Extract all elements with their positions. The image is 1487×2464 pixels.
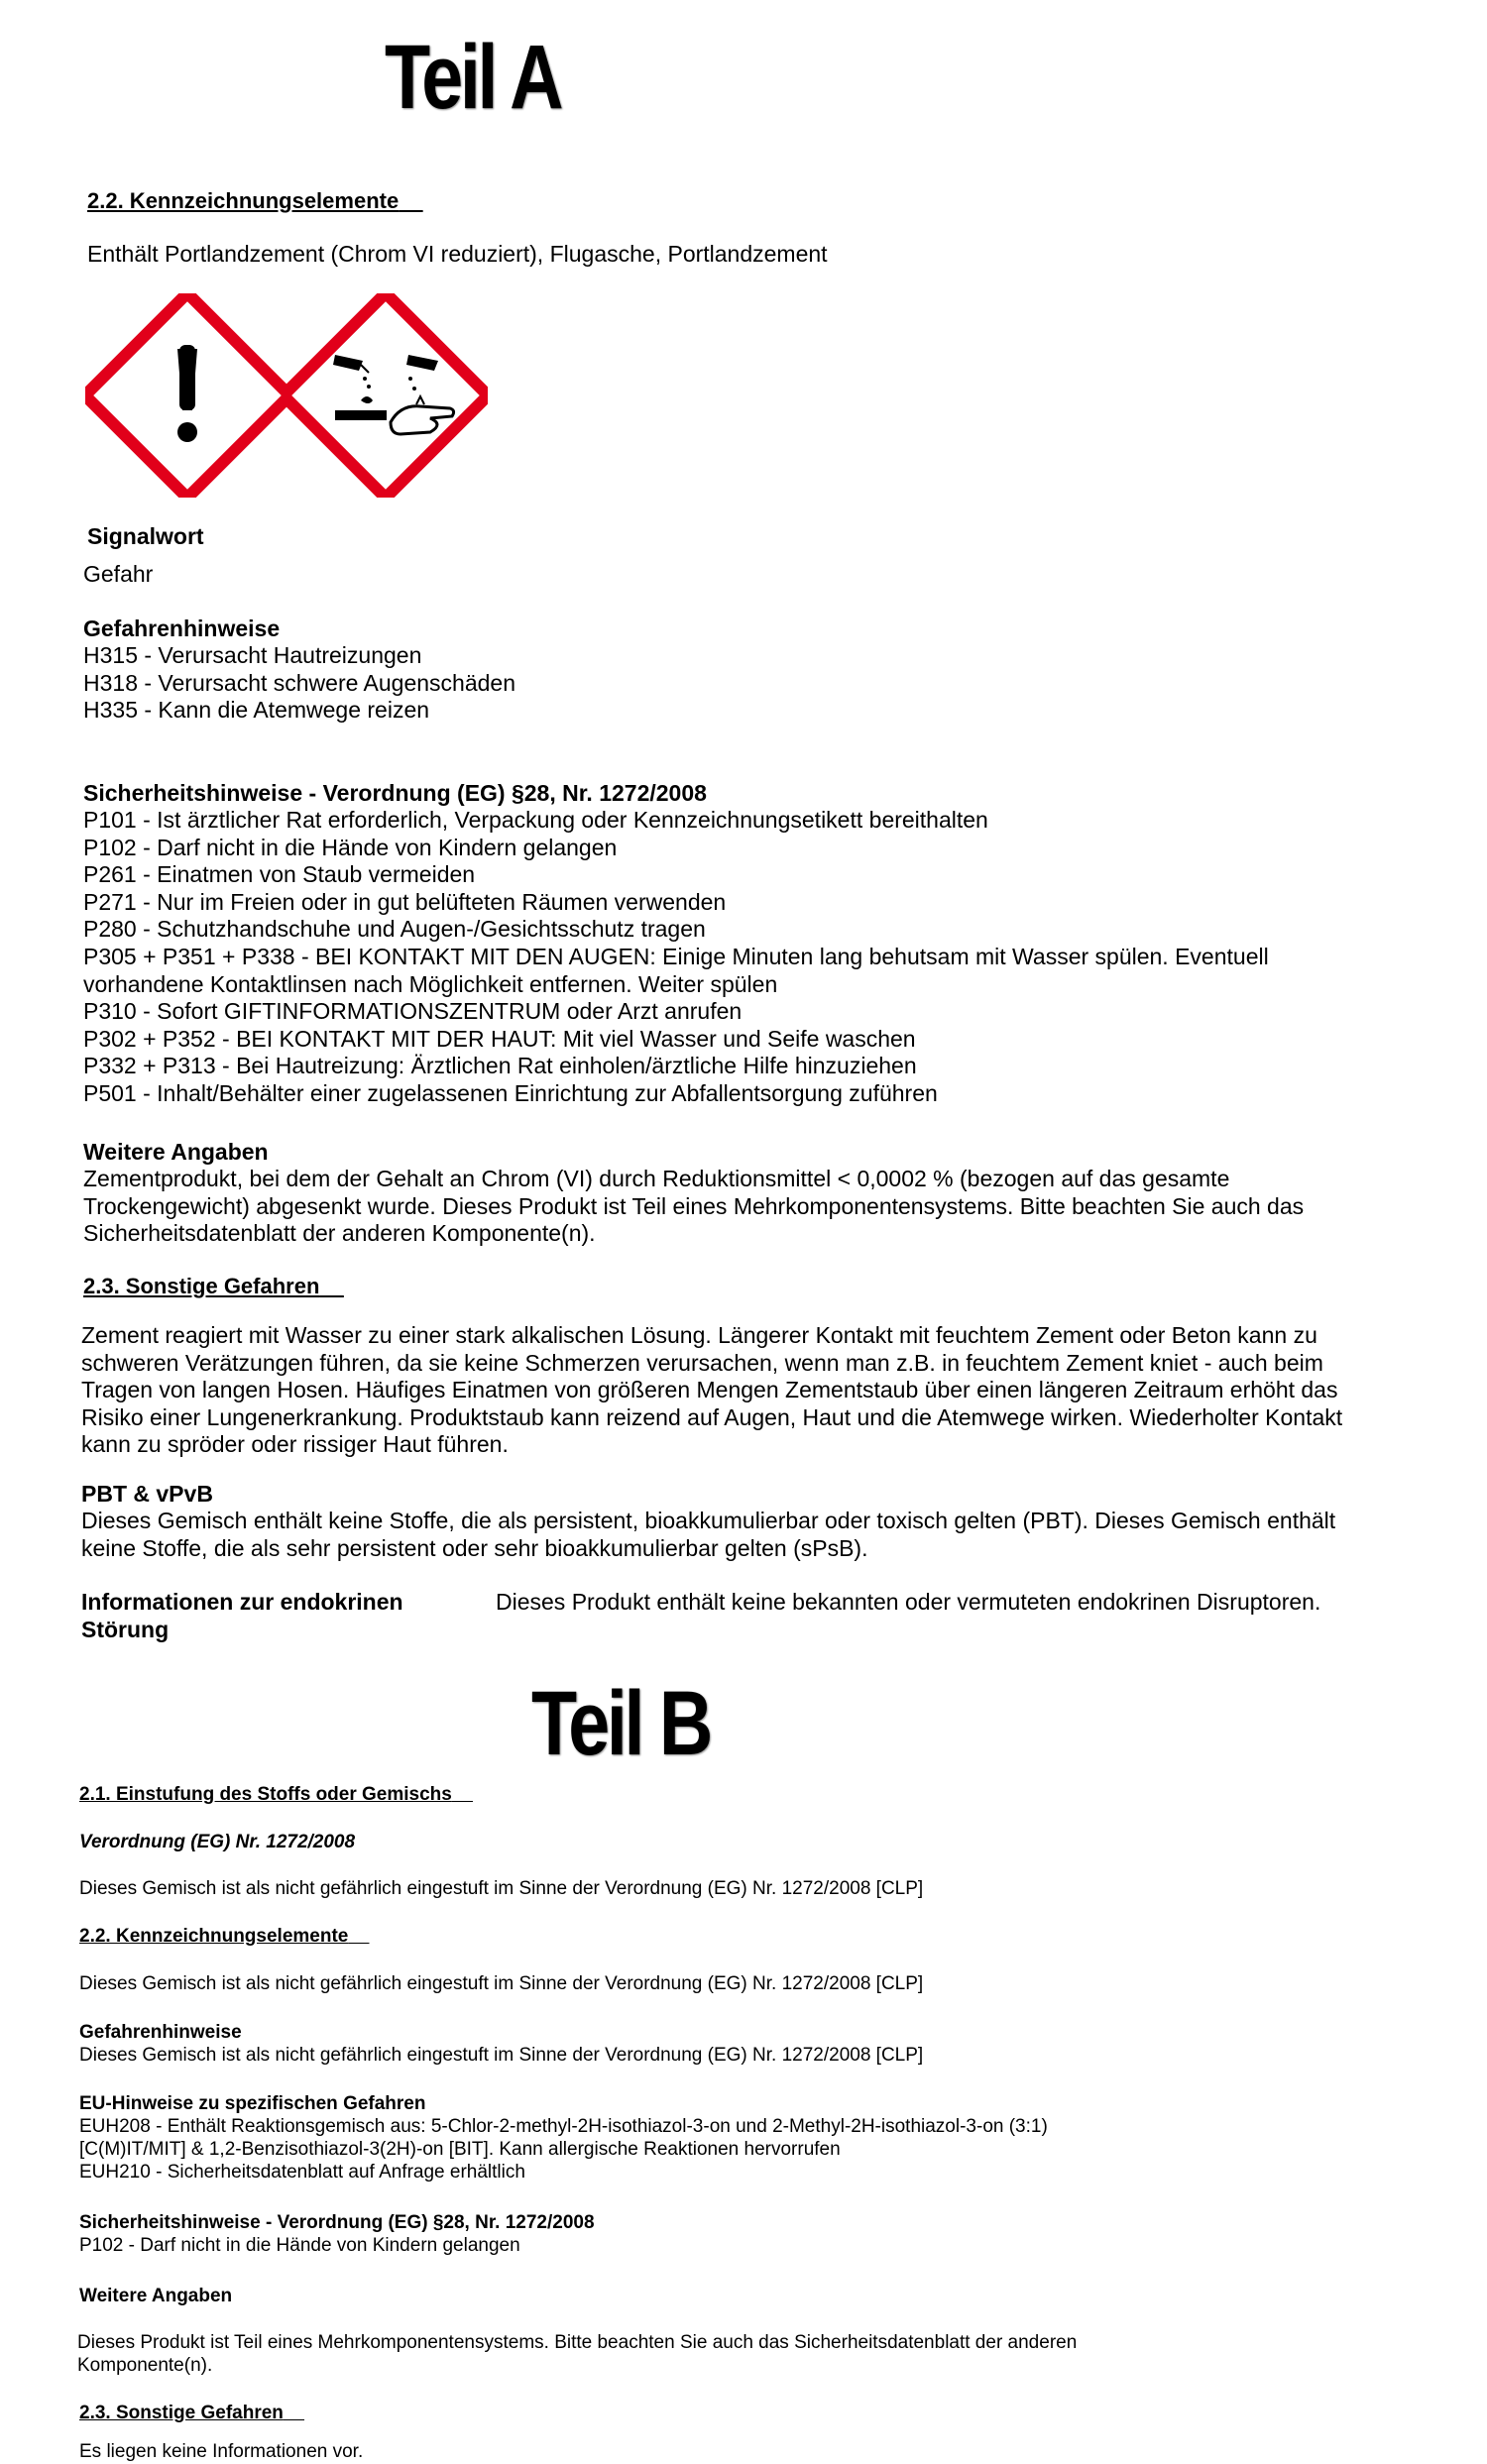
hazard-statement: H315 - Verursacht Hautreizungen [83,642,422,668]
precaution-statement: P271 - Nur im Freien oder in gut belüfteten Räumen verwenden [83,888,727,915]
precaution-statement: P302 + P352 - BEI KONTAKT MIT DER HAUT: Mit viel Wasser und Seife waschen [83,1025,916,1052]
eu-hinweise-label: EU-Hinweise zu spezifischen Gefahren [79,2093,426,2114]
teil-a-title: Teil A [385,27,561,128]
einstufung-text: Dieses Gemisch ist als nicht gefährlich eingestuft im Sinne der Verordnung (EG) Nr. 1272/2008 [CLP] [79,1878,924,1899]
sonstige-gefahren-b-text: Es liegen keine Informationen vor. [79,2441,364,2462]
regulation-label: Verordnung (EG) Nr. 1272/2008 [79,1832,356,1852]
hazard-statement: H318 - Verursacht schwere Augenschäden [83,669,515,696]
paragraph-line: EUH210 - Sicherheitsdatenblatt auf Anfrage erhältlich [79,2162,525,2183]
eu-hinweise-text [79,2115,1048,2184]
endokrin-label [81,1589,403,1643]
weitere-angaben-text [83,1166,1304,1248]
paragraph-line: Dieses Gemisch enthält keine Stoffe, die als persistent, bioakkumulierbar oder toxisch gelten (PBT). Dieses Gemisch enthält [81,1508,1336,1533]
sicherheitshinweise-b-label: Sicherheitshinweise - Verordnung (EG) §28, Nr. 1272/2008 [79,2212,595,2233]
endokrin-label-line: Informationen zur endokrinen [81,1589,403,1615]
signalwort-label: Signalwort [87,523,204,549]
paragraph-line: kann zu spröder oder rissiger Haut führen. [81,1431,509,1458]
section-heading-kennzeichnungselemente-b: 2.2. Kennzeichnungselemente [79,1926,349,1947]
corrosion-icon [284,293,488,498]
precaution-statement: P261 - Einatmen von Staub vermeiden [83,861,476,888]
gefahrenhinweise-list [83,642,515,725]
paragraph-line: Tragen von langen Hosen. Häufiges Einatmen von größeren Mengen Zementstaub über einen längeren Zeitraum erhöht das [81,1377,1338,1403]
sicherheitshinweise-b-text: P102 - Darf nicht in die Hände von Kindern gelangen [79,2235,520,2256]
paragraph-line: [C(M)IT/MIT] & 1,2-Benzisothiazol-3(2H)-on [BIT]. Kann allergische Reaktionen hervorrufen [79,2139,841,2160]
precaution-statement: P332 + P313 - Bei Hautreizung: Ärztlichen Rat einholen/ärztliche Hilfe hinzuziehen [83,1053,917,1079]
section-heading-sonstige-gefahren: 2.3. Sonstige Gefahren [83,1274,320,1298]
weitere-angaben-label: Weitere Angaben [83,1139,269,1165]
exclamation-mark-icon [85,293,289,498]
paragraph-line: schweren Verätzungen führen, da sie keine Schmerzen verursachen, wenn man z.B. in feuchtem Zement kniet - auch beim [81,1349,1323,1376]
endokrin-value: Dieses Produkt enthält keine bekannten oder vermuteten endokrinen Disruptoren. [496,1589,1321,1615]
paragraph-line: Zementprodukt, bei dem der Gehalt an Chrom (VI) durch Reduktionsmittel < 0,0002 % (bezogen auf das gesamte [83,1166,1230,1191]
teil-b-title: Teil B [531,1673,711,1774]
endokrin-label-line: Störung [81,1616,170,1642]
precaution-statement: P305 + P351 + P338 - BEI KONTAKT MIT DEN AUGEN: Einige Minuten lang behutsam mit Wasser spülen. Eventuell [83,943,1269,969]
section-heading-einstufung: 2.1. Einstufung des Stoffs oder Gemischs [79,1784,452,1805]
precaution-statement: P102 - Darf nicht in die Hände von Kindern gelangen [83,834,618,860]
paragraph-line: Sicherheitsdatenblatt der anderen Komponente(n). [83,1220,596,1247]
precaution-statement: P501 - Inhalt/Behälter einer zugelassenen Einrichtung zur Abfallentsorgung zuführen [83,1079,938,1106]
paragraph-line: Dieses Produkt ist Teil eines Mehrkomponentensystems. Bitte beachten Sie auch das Sicherheitsdatenblatt der anderen [77,2332,1078,2353]
gefahrenhinweise-label: Gefahrenhinweise [83,616,281,641]
precaution-statement: P101 - Ist ärztlicher Rat erforderlich, Verpackung oder Kennzeichnungsetikett bereithalten [83,807,988,833]
pbt-text [81,1508,1335,1562]
paragraph-line: Risiko einer Lungenerkrankung. Produktstaub kann reizend auf Augen, Haut und die Atemwege wirken. Wiederholter Kontakt [81,1403,1343,1430]
paragraph-line: Komponente(n). [77,2355,213,2376]
sonstige-gefahren-text [81,1322,1342,1459]
section-heading-sonstige-gefahren-b: 2.3. Sonstige Gefahren [79,2403,284,2423]
precaution-statement: vorhandene Kontaktlinsen nach Möglichkeit entfernen. Weiter spülen [83,970,778,997]
paragraph-line: Zement reagiert mit Wasser zu einer stark alkalischen Lösung. Längerer Kontakt mit feuchtem Zement oder Beton kann zu [81,1322,1317,1348]
contains-text: Enthält Portlandzement (Chrom VI reduziert), Flugasche, Portlandzement [87,241,828,267]
pbt-label: PBT & vPvB [81,1481,213,1507]
signalwort-value: Gefahr [83,561,154,587]
weitere-angaben-b-label: Weitere Angaben [79,2286,233,2306]
section-heading-kennzeichnungselemente: 2.2. Kennzeichnungselemente [87,188,400,213]
paragraph-line: keine Stoffe, die als sehr persistent oder sehr bioakkumulierbar gelten (sPsB). [81,1534,868,1561]
paragraph-line: EUH208 - Enthält Reaktionsgemisch aus: 5-Chlor-2-methyl-2H-isothiazol-3-on und 2-Methyl-2H-isothiazol-3-on (3:1) [79,2116,1048,2137]
sicherheitshinweise-list [83,807,1269,1108]
weitere-angaben-b-text [77,2331,1077,2377]
precaution-statement: P310 - Sofort GIFTINFORMATIONSZENTRUM oder Arzt anrufen [83,998,743,1025]
paragraph-line: Trockengewicht) abgesenkt wurde. Dieses Produkt ist Teil eines Mehrkomponentensystems. Bitte beachten Sie auch das [83,1192,1305,1219]
gefahrenhinweise-b-label: Gefahrenhinweise [79,2022,242,2043]
kennzeichnung-text: Dieses Gemisch ist als nicht gefährlich eingestuft im Sinne der Verordnung (EG) Nr. 1272/2008 [CLP] [79,1973,924,1994]
hazard-statement: H335 - Kann die Atemwege reizen [83,697,430,724]
sicherheitshinweise-label: Sicherheitshinweise - Verordnung (EG) §28, Nr. 1272/2008 [83,780,707,806]
gefahrenhinweise-b-text: Dieses Gemisch ist als nicht gefährlich eingestuft im Sinne der Verordnung (EG) Nr. 1272/2008 [CLP] [79,2045,924,2066]
precaution-statement: P280 - Schutzhandschuhe und Augen-/Gesichtsschutz tragen [83,916,706,943]
